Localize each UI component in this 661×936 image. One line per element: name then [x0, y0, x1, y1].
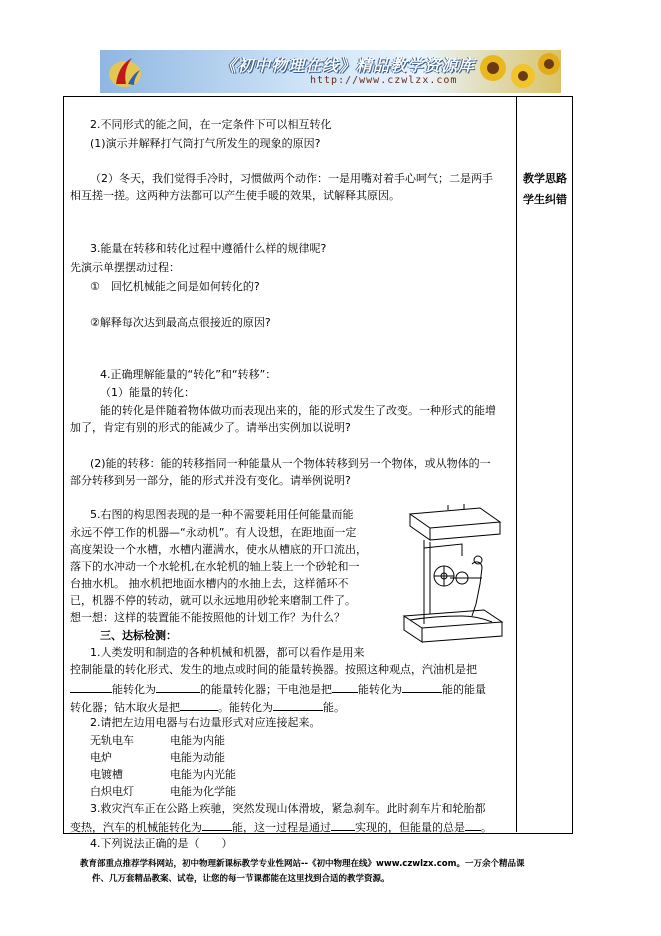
fill-in-line: 变热，汽车的机械能转化为 能，这一过程是通过 实现的，但能量的总是 。	[70, 821, 492, 834]
answer-blank[interactable]	[331, 819, 355, 831]
pair-left: 无轨电车	[90, 734, 134, 747]
banner-title: 《初中物理在线》精品教学资源库	[220, 56, 476, 75]
pair-right: 电能为化学能	[170, 785, 236, 798]
text-line: (1)演示并解释打气筒打气所发生的现象的原因?	[90, 137, 321, 150]
banner-url[interactable]: http://www.czwlzx.com	[310, 75, 458, 86]
text-line: 台抽水机。 抽水机把地面水槽内的水抽上去，这样循环不	[70, 577, 349, 590]
text-line: 先演示单摆摆动过程：	[70, 261, 180, 274]
answer-blank[interactable]	[70, 681, 112, 693]
answer-blank[interactable]	[180, 699, 218, 711]
sunflower-decoration-icon	[471, 50, 561, 93]
answer-blank[interactable]	[156, 681, 200, 693]
text-line: （1）能量的转化：	[100, 386, 195, 399]
fill-in-line: 转化器；钻木取火是把 。能转化为 能。	[70, 701, 345, 714]
text-line: 落下的水冲动一个水轮机,在水轮机的轴上装上一个砂轮和一	[70, 560, 360, 573]
text-line: 4.正确理解能量的“转化”和“转移”：	[100, 368, 277, 381]
pair-right: 电能为动能	[170, 751, 225, 764]
text-line: 已，机器不停的转动，就可以永远地用砂轮来磨制工件了。	[70, 594, 356, 607]
text-line: 2.请把左边用电器与右边量形式对应连接起来。	[90, 716, 321, 729]
pair-left: 白炽电灯	[90, 785, 134, 798]
text-line: 想一想：这样的装置能不能按照他的计划工作？为什么？	[70, 611, 345, 624]
text-line: 永远不停工作的机器—“永动机”。有人设想，在距地面一定	[70, 526, 357, 539]
footer-line: 件、几万套精品教案、试卷，让您的每一节课都能在这里找到合适的教学资源。	[92, 874, 390, 884]
text-line: 高度架设一个水槽，水槽内灌满水，使水从槽底的开口流出，	[70, 543, 367, 556]
text-line: 3.救灾汽车正在公路上疾驰，突然发现山体滑坡，紧急刹车。此时刹车片和轮胎都	[90, 802, 486, 815]
text-line: 加了，肯定有别的形式的能减少了。请举出实例加以说明?	[70, 421, 351, 434]
answer-blank[interactable]	[402, 681, 442, 693]
text-line: 4.下列说法正确的是（ ）	[90, 837, 233, 850]
text-line: ① 回忆机械能之间是如何转化的?	[90, 280, 260, 293]
text-line: 5.右图的构思图表现的是一种不需要耗用任何能量而能	[90, 508, 354, 521]
text-line: (2)能的转移：能的转移指同一种能量从一个物体转移到另一个物体，或从物体的一	[90, 457, 491, 470]
side-column	[516, 96, 572, 832]
side-label-student-corrections: 学生纠错	[523, 193, 567, 206]
text-line: 相互搓一搓。这两种方法都可以产生使手暖的效果，试解释其原因。	[70, 189, 400, 202]
text-line: 部分转移到另一部分，能的形式并没有变化。请举例说明?	[70, 474, 351, 487]
footer-line: 教育部重点推荐学科网站，初中物理新课标教学专业性网站--《初中物理在线》www.czwlzx.com。一万余个精品课	[80, 859, 525, 869]
answer-blank[interactable]	[332, 681, 358, 693]
text-line: ②解释每次达到最高点很接近的原因?	[90, 316, 271, 329]
section-heading: 三、达标检测：	[100, 629, 177, 642]
answer-blank[interactable]	[202, 819, 232, 831]
text-line: 能的转化是伴随着物体做功而表现出来的，能的形式发生了改变。一种形式的能增	[100, 404, 496, 417]
perpetual-motion-machine-illustration	[402, 504, 506, 644]
pair-right: 电能为内能	[170, 734, 225, 747]
text-line: （2）冬天，我们觉得手冷时，习惯做两个动作：一是用嘴对着手心呵气；二是两手	[90, 172, 493, 185]
site-banner	[100, 50, 561, 93]
pair-left: 电炉	[90, 751, 112, 764]
text-line: 控制能量的转化形式、发生的地点或时间的能量转换器。按照这种观点，汽油机是把	[70, 663, 477, 676]
pair-left: 电镀槽	[90, 768, 123, 781]
answer-blank[interactable]	[273, 699, 323, 711]
fill-in-line: 能转化为 的能量转化器；干电池是把 能转化为 能的能量	[70, 681, 486, 697]
text-line: 2.不同形式的能之间，在一定条件下可以相互转化	[90, 118, 332, 131]
site-logo-icon	[106, 54, 144, 90]
text-line: 1.人类发明和制造的各种机械和机器，都可以看作是用来	[90, 646, 365, 659]
pair-right: 电能为内光能	[170, 768, 236, 781]
text-line: 3.能量在转移和转化过程中遵循什么样的规律呢?	[90, 242, 327, 255]
side-label-teaching-ideas: 教学思路	[523, 172, 567, 185]
answer-blank[interactable]	[465, 819, 481, 831]
page-footer	[80, 857, 600, 887]
